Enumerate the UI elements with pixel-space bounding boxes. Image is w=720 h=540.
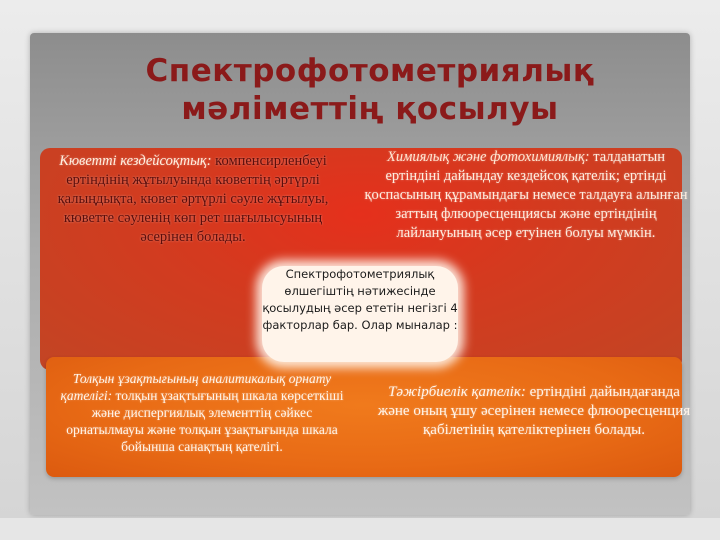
title-line-2: мәліметтің қосылуы: [181, 91, 559, 127]
panel-lead: Химиялық және фотохимиялық:: [387, 149, 590, 165]
center-summary-text: Спектрофотометриялық өлшегіштің нәтижесінде қосылудың әсер ететін негізгі 4 факторлар бар. Олар мыналар :: [262, 267, 458, 332]
title-line-1: Спектрофотометриялық: [145, 53, 595, 89]
panel-cuvette-error: [46, 152, 340, 247]
panel-body: талданатын ертіндіні дайындау кездейсоқ қателік; ертінді қоспасының құрамындағы немесе талдауға алынған заттың флюоресценциясы және ертіндінің лайлануының әсер етуінен болуы мүмкін.: [364, 149, 688, 241]
panel-lead: Кюветті кездейсоқтық:: [59, 153, 212, 169]
panel-wavelength-error: [52, 370, 352, 455]
panel-body: компенсирленбеуі ертіндінің жұтылуында кюветтің әртүрлі қалыңдықта, кювет әртүрлі сәуле жұтылуы, кюветте сәуленің көп рет шағылысуының әсерінен болады.: [57, 153, 329, 245]
panel-chemical-error: [358, 148, 694, 243]
panel-body: ертіндіні дайындағанда және оның ұшу әсерінен немесе флюоресценция қабілетінің қателіктерінен болады.: [377, 384, 691, 438]
panel-body: толқын ұзақтығының шкала көрсеткіші және диспергиялық элементтің сәйкес орнатылмауы және толқын ұзақтығында шкала бойынша санақтың қателігі.: [66, 388, 344, 454]
panel-lead: Тәжірбиелік қателік:: [388, 384, 526, 400]
panel-lead: Толқын ұзақтығының аналитикалық орнату қателігі:: [60, 371, 332, 403]
bottom-strip: [0, 518, 720, 540]
panel-experimental-error: [376, 383, 692, 440]
slide-title: [90, 52, 650, 128]
center-summary-box: [262, 266, 458, 362]
